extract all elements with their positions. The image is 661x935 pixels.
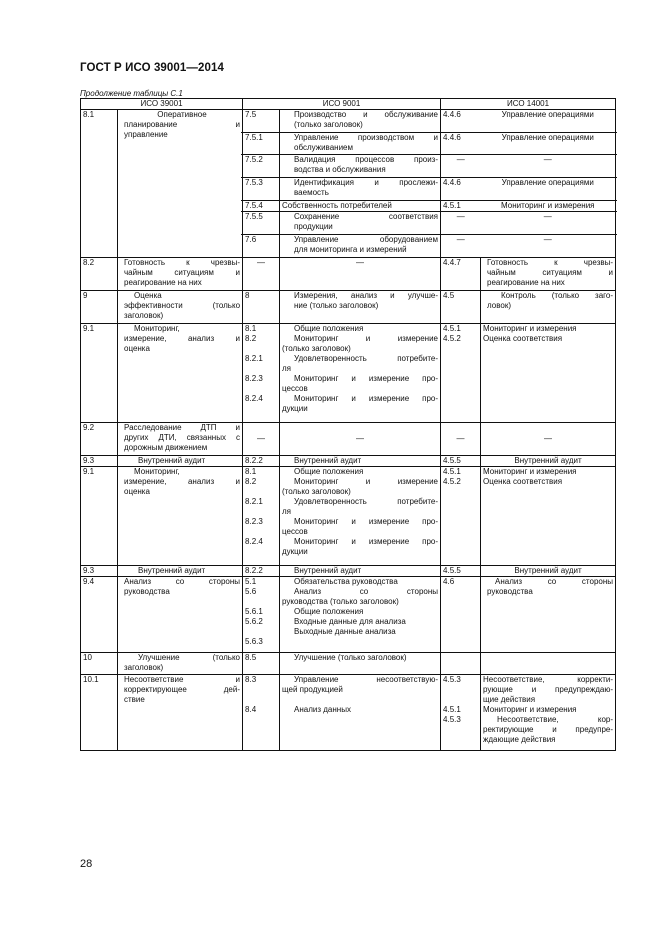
clause-number: 8.1 [83,110,95,119]
correspondence-table [80,98,616,751]
cell-text: Управление операциями [501,110,594,119]
dash: — [543,235,552,244]
cell-text: Общие положения [294,607,364,616]
header-iso14001: ИСО 14001 [441,99,616,110]
cell-text: Оперативное [157,110,207,119]
cell-text: корректирующее дей- [124,685,241,694]
cell-text: Общие положения [294,324,364,333]
cell-text: Входные данные для анализа [294,617,406,626]
clause-number: 4.6 [441,577,481,653]
clause-number: 5.6.2 [245,617,263,626]
cell-text: управление [124,130,168,139]
clause-number: 8.4 [245,705,257,714]
cell-text: Готовность к чрезвы- [487,258,614,267]
cell-text: ля [282,364,292,373]
cell-text: других ДТИ, связанных с [124,433,241,442]
cell-text: Удовлетворенность потребите- [294,497,439,506]
cell-text: Производство и обслуживание [294,110,439,119]
clause-number: 4.5.1 [443,201,461,210]
cell-text: Внутренний аудит [481,566,616,577]
cell-text: измерение, анализ и [124,477,241,486]
dash: — [456,212,465,221]
cell-text: Несоответствие, кор- [497,715,614,724]
clause-number: 9.4 [81,577,118,653]
cell-text: дукции [282,547,308,556]
cell-text: Улучшение (только [138,653,241,662]
clause-number: 4.5.2 [443,334,461,343]
cell-text: цессов [282,384,308,393]
clause-number: 4.4.7 [441,258,481,291]
cell-text: ждающие действия [483,735,556,744]
cell-text: ние (только заголовок) [294,301,379,310]
cell-text: Измерения, анализ и улучше- [294,291,439,300]
cell-text: Мониторинг и измерение про- [294,537,439,546]
cell-text: Мониторинг, [134,467,180,476]
clause-number: 4.5.1 [443,467,461,476]
clause-number: 8.2.4 [245,537,263,546]
cell-text: Удовлетворенность потребите- [294,354,439,363]
cell-text: Выходные данные анализа [294,627,396,636]
cell-text: Анализ со стороны [495,577,614,586]
cell-text: измерение, анализ и [124,334,241,343]
cell-text: руководства [487,587,533,596]
cell-text: Анализ со стороны [124,577,241,586]
clause-number: 4.5.3 [443,675,461,684]
clause-number: 7.5.2 [245,155,263,164]
clause-number: 7.6 [245,235,257,244]
page-number: 28 [80,858,93,870]
table-row [81,566,616,577]
header-iso39001: ИСО 39001 [81,99,243,110]
cell-text: планирование и [124,120,241,129]
dash: — [441,423,481,456]
cell-text: заголовок) [124,663,164,672]
cell-text: реагирование на них [487,278,565,287]
clause-number: 5.1 [245,577,257,586]
standard-title: ГОСТ Р ИСО 39001—2014 [80,62,225,74]
clause-number: 4.4.6 [443,110,461,119]
cell-text: Управление производством и [294,133,439,142]
cell-text: (только заголовок) [282,487,351,496]
cell-text: Внутренний аудит [280,566,441,577]
cell-text: Готовность к чрезвы- [124,258,241,267]
cell-text: Анализ со стороны [294,587,439,596]
cell-text: Улучшение (только заголовок) [280,653,441,675]
clause-number: 10 [81,653,118,675]
cell-text: Мониторинг и измерения [483,324,577,333]
clause-number: 7.5 [245,110,257,119]
cell-text: руководства [124,587,170,596]
clause-number: 9.3 [81,566,118,577]
dash: — [543,155,552,164]
cell-text: Мониторинг и измерение про- [294,374,439,383]
table-row [81,423,616,456]
cell-text: Несоответствие и [124,675,241,684]
table-row [81,467,616,566]
clause-number: 8.2.3 [245,374,263,383]
clause-number: 8.1 [245,324,257,333]
cell-text: руководства (только заголовок) [282,597,399,606]
cell-text: Контроль (только заго- [501,291,614,300]
clause-number: 9.1 [81,467,118,566]
cell-text: Внутренний аудит [481,456,616,467]
cell-text: щей продукцией [282,685,343,694]
clause-number: 8.2 [245,334,257,343]
cell-text: Общие положения [294,467,364,476]
cell-text: Мониторинг и измерение про- [294,394,439,403]
clause-number: 8.2.1 [245,354,263,363]
clause-number: 5.6.1 [245,607,263,616]
cell-text: ля [282,507,292,516]
cell-text: щие действия [483,695,536,704]
clause-number: 4.5.5 [441,456,481,467]
clause-number: 8.2.2 [243,566,280,577]
cell-text: Внутренний аудит [280,456,441,467]
cell-text: Мониторинг и измерение [294,334,439,343]
cell-text: Мониторинг и измерения [483,705,577,714]
table-row [81,456,616,467]
dash: — [481,423,616,456]
clause-number: 7.5.5 [245,212,263,221]
dash: — [456,235,465,244]
cell-text: цессов [282,527,308,536]
cell-text: для мониторинга и измерений [294,245,407,254]
cell-text: Мониторинг и измерения [501,201,595,210]
clause-number: 4.5.2 [443,477,461,486]
table-row [81,324,616,423]
clause-number: 8.2.2 [243,456,280,467]
cell-text: рующие и предупреждаю- [483,685,614,694]
cell-text: оценка [124,344,150,353]
cell-text: чайным ситуациям и [487,268,614,277]
cell-text: Оценка [134,291,162,300]
clause-number: 8.2.1 [245,497,263,506]
cell-text: Управление оборудованием [294,235,439,244]
cell-text: Несоответствие, корректи- [483,675,614,684]
clause-number: 8 [243,291,280,324]
clause-number: 9.1 [81,324,118,423]
clause-number: 4.4.6 [443,133,461,142]
cell-text: Идентификация и прослежи- [294,178,439,187]
cell-text: (только заголовок) [294,120,363,129]
cell-text: ваемость [294,188,329,197]
clause-number: 9 [81,291,118,324]
cell-text: оценка [124,487,150,496]
table-row [81,653,616,675]
clause-number: 9.3 [81,456,118,467]
cell-text: Валидация процессов произ- [294,155,439,164]
clause-number: 8.5 [243,653,280,675]
clause-number: 4.4.6 [443,178,461,187]
cell-text: Мониторинг, [134,324,180,333]
clause-number: 8.3 [245,675,257,684]
cell-text: эффективности (только [124,301,241,310]
cell-text: Мониторинг и измерения [483,467,577,476]
cell-text: Внутренний аудит [118,566,243,577]
cell-text: ректирующие и предупре- [483,725,614,734]
clause-number: 8.2 [81,258,118,291]
dash: — [243,423,280,456]
cell-text: водства и обслуживания [294,165,386,174]
cell-text: Мониторинг и измерение [294,477,439,486]
table-row [81,675,616,751]
cell-text: дорожным движением [124,443,208,452]
clause-number: 8.2 [245,477,257,486]
cell-text: Анализ данных [294,705,351,714]
clause-number: 7.5.4 [245,201,263,210]
clause-number: 9.2 [81,423,118,456]
dash: — [456,155,465,164]
table-row [81,110,616,258]
cell-text: Управление операциями [501,178,594,187]
clause-number: 7.5.1 [245,133,263,142]
cell-text: Внутренний аудит [118,456,243,467]
dash: — [280,258,441,291]
dash: — [543,212,552,221]
cell-text: Сохранение соответствия [294,212,439,221]
cell-text: Оценка соответствия [483,477,563,486]
cell-text: Управление операциями [501,133,594,142]
cell-text: дукции [282,404,308,413]
dash: — [243,258,280,291]
cell-text: ствие [124,695,145,704]
cell-text: продукции [294,222,333,231]
clause-number: 4.5.3 [443,715,461,724]
clause-number: 4.5.1 [443,324,461,333]
cell-text: Собственность потребителей [282,201,392,210]
clause-number: 5.6 [245,587,257,596]
table-row [81,258,616,291]
clause-number: 4.5 [441,291,481,324]
dash: — [280,423,441,456]
cell-text: Расследование ДТП и [124,423,241,432]
cell-text: заголовок) [124,311,164,320]
clause-number: 4.5.5 [441,566,481,577]
table-caption: Продолжение таблицы С.1 [80,89,183,98]
table-row [81,291,616,324]
clause-number: 4.5.1 [443,705,461,714]
table-row [81,577,616,653]
clause-number: 8.1 [245,467,257,476]
cell-text: Оценка соответствия [483,334,563,343]
cell-text: (только заголовок) [282,344,351,353]
clause-number: 10.1 [81,675,118,751]
cell-text: обслуживанием [294,143,353,152]
cell-text: реагирование на них [124,278,202,287]
cell-text: ловок) [487,301,511,310]
cell-text: Мониторинг и измерение про- [294,517,439,526]
cell-text: Обязательства руководства [294,577,398,586]
header-iso9001: ИСО 9001 [243,99,441,110]
clause-number: 5.6.3 [245,637,263,646]
clause-number: 8.2.3 [245,517,263,526]
cell-text: Управление несоответствую- [294,675,439,684]
clause-number: 8.2.4 [245,394,263,403]
cell-text: чайным ситуациям и [124,268,241,277]
clause-number: 7.5.3 [245,178,263,187]
